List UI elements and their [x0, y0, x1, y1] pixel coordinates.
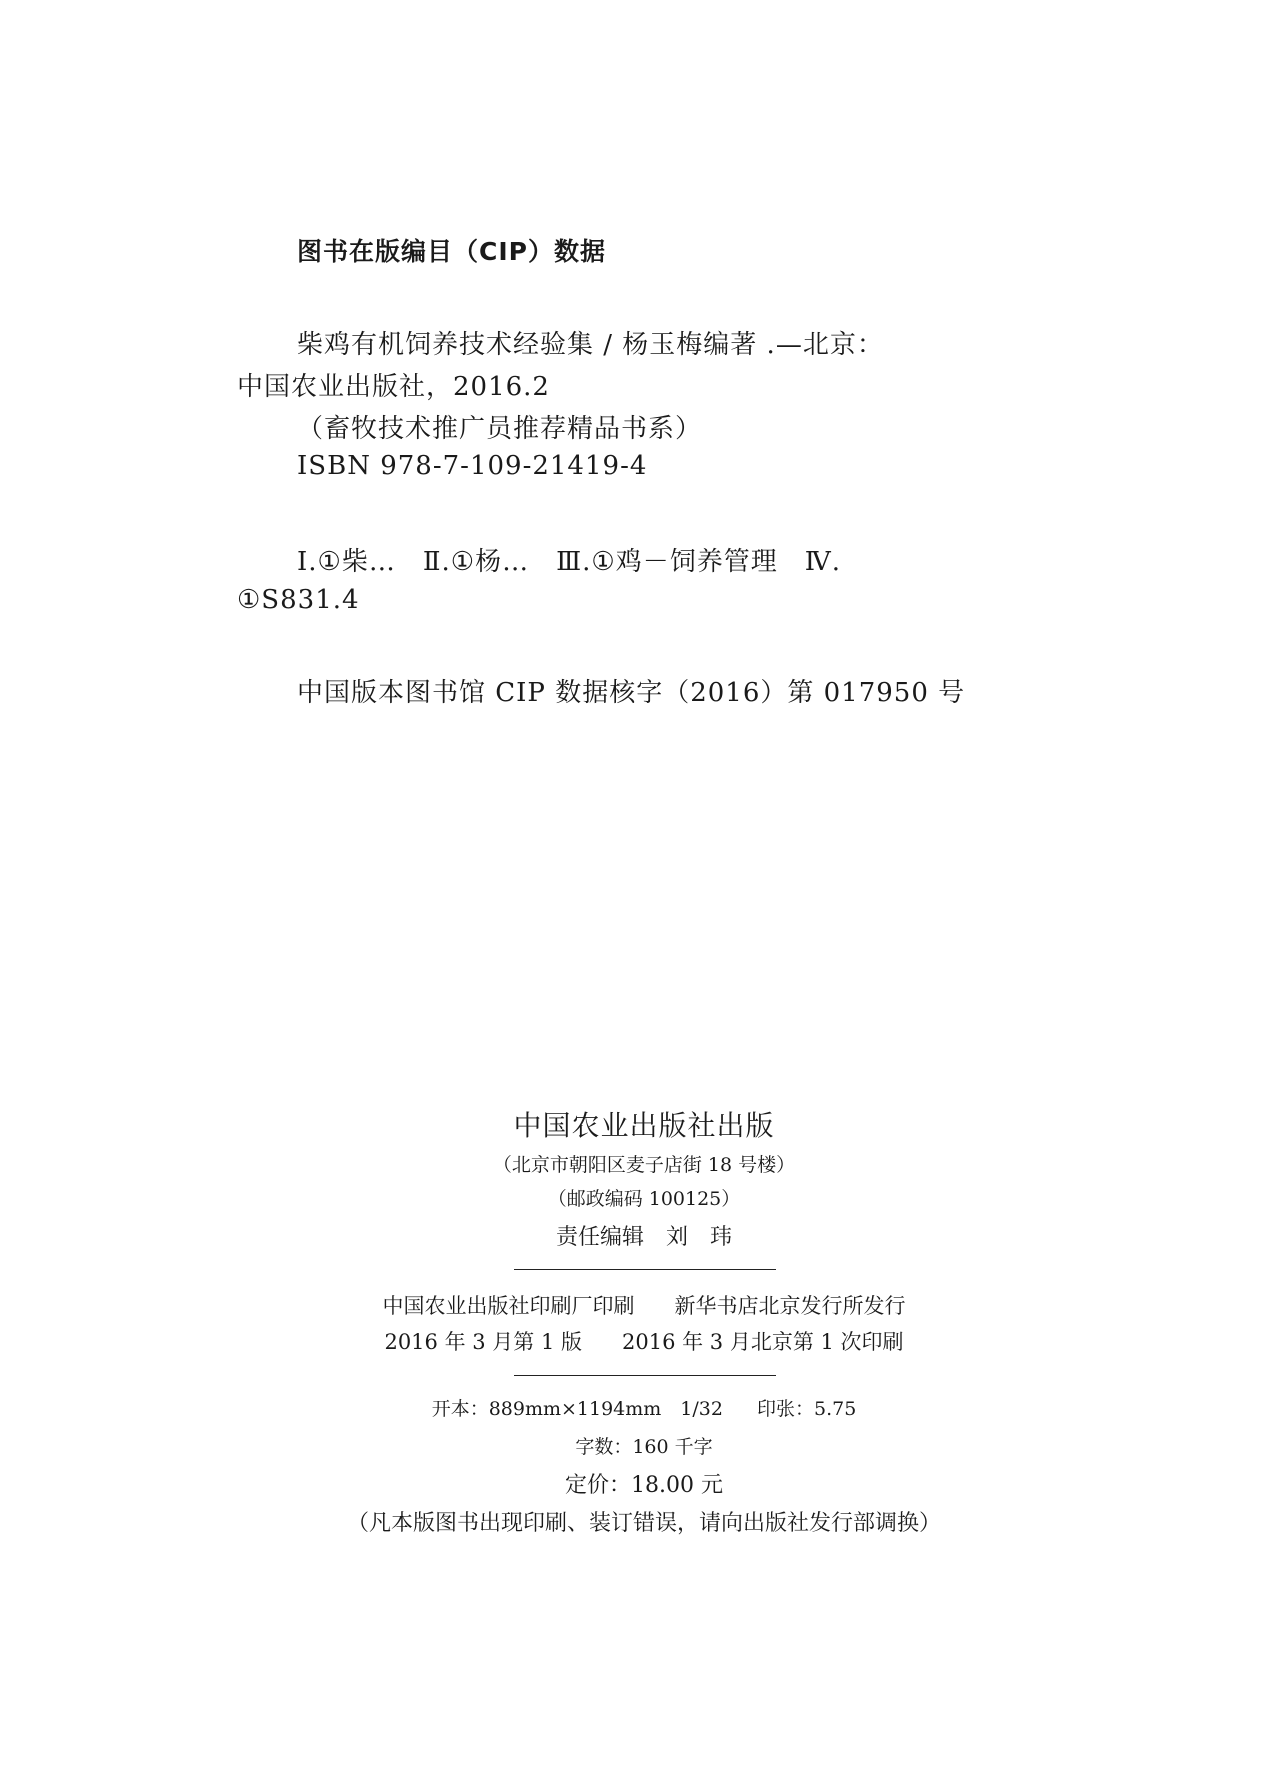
- cip-verification-line: 中国版本图书馆 CIP 数据核字（2016）第 017950 号: [297, 678, 966, 708]
- imprint-edition-printing: [0, 1326, 1288, 1356]
- imprint-printer: 中国农业出版社印刷厂印刷: [382, 1294, 635, 1318]
- cip-isbn-line: ISBN 978-7-109-21419-4: [297, 451, 648, 481]
- editor-label: 责任编辑: [555, 1225, 644, 1250]
- imprint-price: 定价：18.00 元: [565, 1473, 723, 1498]
- cip-title-line: 柴鸡有机饲养技术经验集 / 杨玉梅编著 .—北京：: [297, 330, 884, 360]
- imprint-edition: 2016 年 3 月第 1 版: [384, 1330, 582, 1354]
- imprint-postcode: （邮政编码 100125）: [547, 1188, 741, 1210]
- imprint-spec: [0, 1394, 1288, 1421]
- imprint-editor: [0, 1220, 1288, 1251]
- editor-name: 刘 玮: [666, 1225, 733, 1250]
- divider-rule: [514, 1375, 776, 1376]
- cip-classification-line: ①S831.4: [237, 585, 360, 615]
- imprint-distributor: 新华书店北京发行所发行: [674, 1294, 906, 1318]
- cip-series-line: （畜牧技术推广员推荐精品书系）: [297, 414, 703, 444]
- imprint-publisher: 中国农业出版社出版: [513, 1109, 775, 1142]
- divider-rule: [514, 1269, 776, 1270]
- cip-subject-line: Ⅰ.①柴… Ⅱ.①杨… Ⅲ.①鸡－饲养管理 Ⅳ.: [297, 547, 841, 577]
- imprint-format: 开本：889mm×1194mm 1/32: [431, 1398, 723, 1420]
- imprint-word-count: 字数：160 千字: [575, 1436, 713, 1458]
- cip-publisher-line: 中国农业出版社，2016.2: [237, 372, 550, 402]
- cip-heading: 图书在版编目（CIP）数据: [297, 237, 606, 266]
- imprint-printing: 2016 年 3 月北京第 1 次印刷: [622, 1330, 904, 1354]
- imprint-notice: （凡本版图书出现印刷、装订错误，请向出版社发行部调换）: [346, 1511, 941, 1536]
- imprint-address: （北京市朝阳区麦子店街 18 号楼）: [492, 1154, 796, 1176]
- imprint-sheets: 印张：5.75: [756, 1398, 857, 1420]
- imprint-print-distribution: [0, 1290, 1288, 1320]
